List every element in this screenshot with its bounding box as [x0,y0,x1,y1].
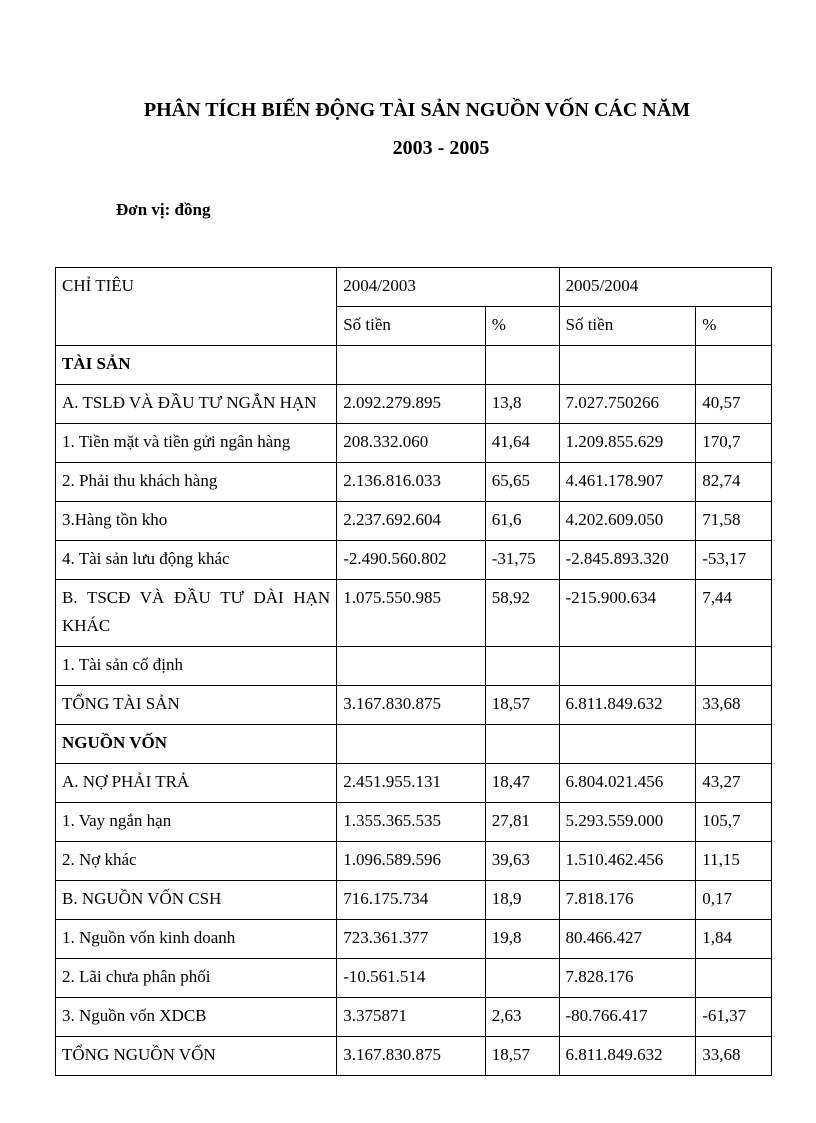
table-row [56,541,772,580]
amount-2005-2004: -215.900.634 [559,580,696,647]
row-label: TÀI SẢN [56,346,337,385]
unit-label: Đơn vị: đồng [116,200,211,219]
percent-2004-2003: 2,63 [485,998,559,1037]
percent-2004-2003 [485,647,559,686]
amount-2005-2004: 1.209.855.629 [559,424,696,463]
table-row [56,803,772,842]
percent-2005-2004 [696,725,772,764]
amount-2004-2003: -2.490.560.802 [337,541,486,580]
percent-2005-2004: 33,68 [696,1037,772,1076]
table-row [56,424,772,463]
percent-2004-2003: 19,8 [485,920,559,959]
percent-2004-2003 [485,346,559,385]
amount-2004-2003: 716.175.734 [337,881,486,920]
table-row [56,463,772,502]
amount-2004-2003: 3.375871 [337,998,486,1037]
percent-2004-2003: 18,57 [485,1037,559,1076]
table-row [56,346,772,385]
row-label: A. NỢ PHẢI TRẢ [56,764,337,803]
percent-2004-2003: 39,63 [485,842,559,881]
amount-2005-2004: 7.828.176 [559,959,696,998]
row-label: A. TSLĐ VÀ ĐẦU TƯ NGẮN HẠN [56,385,337,424]
row-label: 1. Vay ngắn hạn [56,803,337,842]
amount-2004-2003 [337,647,486,686]
row-label: B. TSCĐ VÀ ĐẦU TƯ DÀI HẠN KHÁC [56,580,337,647]
amount-2005-2004: 4.202.609.050 [559,502,696,541]
row-label: 2. Nợ khác [56,842,337,881]
amount-2005-2004: -2.845.893.320 [559,541,696,580]
amount-2005-2004: 7.027.750266 [559,385,696,424]
percent-2005-2004: 11,15 [696,842,772,881]
table-header-row [56,268,772,307]
percent-2005-2004: 82,74 [696,463,772,502]
amount-2005-2004 [559,346,696,385]
percent-2004-2003: 61,6 [485,502,559,541]
amount-2004-2003: 2.237.692.604 [337,502,486,541]
table-row [56,920,772,959]
page-subtitle-years: 2003 - 2005 [392,137,490,159]
header-indicator: CHỈ TIÊU [56,268,337,346]
table-row [56,881,772,920]
percent-2004-2003: 58,92 [485,580,559,647]
amount-2004-2003: 1.075.550.985 [337,580,486,647]
amount-2005-2004: 6.811.849.632 [559,1037,696,1076]
percent-2004-2003: 13,8 [485,385,559,424]
header-period-2005-2004: 2005/2004 [559,268,772,307]
table-row [56,1037,772,1076]
percent-2005-2004: 40,57 [696,385,772,424]
table-row [56,725,772,764]
percent-2005-2004: 43,27 [696,764,772,803]
percent-2004-2003 [485,725,559,764]
amount-2004-2003: 2.451.955.131 [337,764,486,803]
amount-2005-2004: 80.466.427 [559,920,696,959]
amount-2004-2003: 3.167.830.875 [337,1037,486,1076]
amount-2004-2003 [337,725,486,764]
amount-2005-2004 [559,725,696,764]
percent-2004-2003 [485,959,559,998]
percent-2004-2003: -31,75 [485,541,559,580]
percent-2005-2004: 105,7 [696,803,772,842]
amount-2005-2004: 6.804.021.456 [559,764,696,803]
table-row [56,998,772,1037]
percent-2004-2003: 18,9 [485,881,559,920]
row-label: 1. Nguồn vốn kinh doanh [56,920,337,959]
page-title: PHÂN TÍCH BIẾN ĐỘNG TÀI SẢN NGUỒN VỐN CÁC NĂM [143,99,691,121]
percent-2004-2003: 18,47 [485,764,559,803]
percent-2005-2004: -61,37 [696,998,772,1037]
percent-2005-2004: 0,17 [696,881,772,920]
row-label: 3.Hàng tồn kho [56,502,337,541]
table-row [56,842,772,881]
row-label: TỔNG TÀI SẢN [56,686,337,725]
amount-2004-2003: -10.561.514 [337,959,486,998]
row-label: NGUỒN VỐN [56,725,337,764]
amount-2005-2004 [559,647,696,686]
amount-2005-2004: -80.766.417 [559,998,696,1037]
percent-2004-2003: 27,81 [485,803,559,842]
percent-2005-2004: 170,7 [696,424,772,463]
header-percent-2: % [696,307,772,346]
amount-2004-2003: 1.096.589.596 [337,842,486,881]
amount-2004-2003: 3.167.830.875 [337,686,486,725]
row-label: 4. Tài sản lưu động khác [56,541,337,580]
row-label: 2. Phải thu khách hàng [56,463,337,502]
percent-2004-2003: 65,65 [485,463,559,502]
table-row [56,502,772,541]
table-row [56,959,772,998]
row-label: 3. Nguồn vốn XDCB [56,998,337,1037]
percent-2005-2004 [696,959,772,998]
row-label: 1. Tài sản cố định [56,647,337,686]
header-percent-1: % [485,307,559,346]
percent-2005-2004: 33,68 [696,686,772,725]
percent-2005-2004 [696,346,772,385]
amount-2005-2004: 6.811.849.632 [559,686,696,725]
amount-2004-2003: 208.332.060 [337,424,486,463]
header-amount-2: Số tiền [559,307,696,346]
amount-2004-2003: 2.092.279.895 [337,385,486,424]
header-amount-1: Số tiền [337,307,486,346]
header-period-2004-2003: 2004/2003 [337,268,559,307]
percent-2005-2004: 7,44 [696,580,772,647]
table-row [56,686,772,725]
amount-2005-2004: 1.510.462.456 [559,842,696,881]
percent-2005-2004: 1,84 [696,920,772,959]
amount-2005-2004: 5.293.559.000 [559,803,696,842]
row-label: 2. Lãi chưa phân phối [56,959,337,998]
table-row [56,580,772,647]
amount-2004-2003: 723.361.377 [337,920,486,959]
row-label: B. NGUỒN VỐN CSH [56,881,337,920]
amount-2005-2004: 7.818.176 [559,881,696,920]
percent-2005-2004 [696,647,772,686]
amount-2004-2003: 2.136.816.033 [337,463,486,502]
percent-2005-2004: -53,17 [696,541,772,580]
amount-2004-2003: 1.355.365.535 [337,803,486,842]
row-label: 1. Tiền mặt và tiền gửi ngân hàng [56,424,337,463]
table-row [56,385,772,424]
percent-2004-2003: 18,57 [485,686,559,725]
table-row [56,764,772,803]
asset-capital-table [55,267,772,1076]
row-label: TỔNG NGUỒN VỐN [56,1037,337,1076]
percent-2005-2004: 71,58 [696,502,772,541]
percent-2004-2003: 41,64 [485,424,559,463]
amount-2004-2003 [337,346,486,385]
table-row [56,647,772,686]
amount-2005-2004: 4.461.178.907 [559,463,696,502]
